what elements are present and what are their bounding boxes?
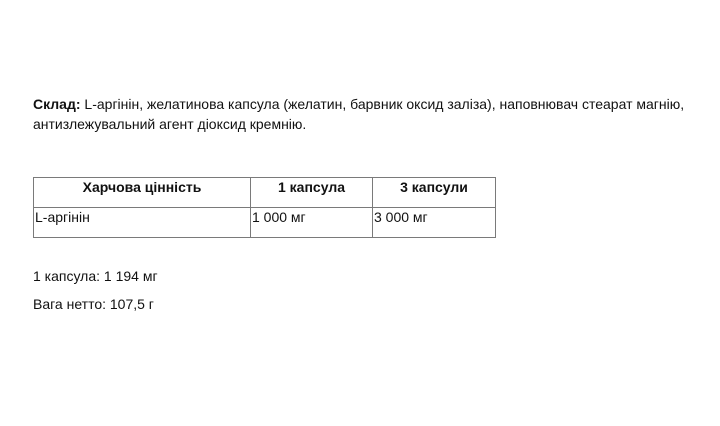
cell-three-capsules-amount: 3 000 мг bbox=[373, 208, 496, 238]
table-row bbox=[34, 208, 496, 238]
composition-label: Склад: bbox=[33, 96, 81, 112]
composition-text: L-аргінін, желатинова капсула (желатин, барвник оксид заліза), наповнювач стеарат магнію, антизлежувальний агент діоксид кремнію. bbox=[33, 96, 685, 132]
header-nutritional-value: Харчова цінність bbox=[34, 178, 251, 208]
table-header-row bbox=[34, 178, 496, 208]
nutrition-table bbox=[33, 177, 496, 238]
composition-paragraph bbox=[33, 94, 703, 134]
capsule-weight-text: 1 капсула: 1 194 мг bbox=[33, 268, 158, 284]
header-one-capsule: 1 капсула bbox=[251, 178, 373, 208]
header-three-capsules: 3 капсули bbox=[373, 178, 496, 208]
cell-one-capsule-amount: 1 000 мг bbox=[251, 208, 373, 238]
cell-ingredient: L-аргінін bbox=[34, 208, 251, 238]
net-weight-text: Вага нетто: 107,5 г bbox=[33, 296, 154, 312]
